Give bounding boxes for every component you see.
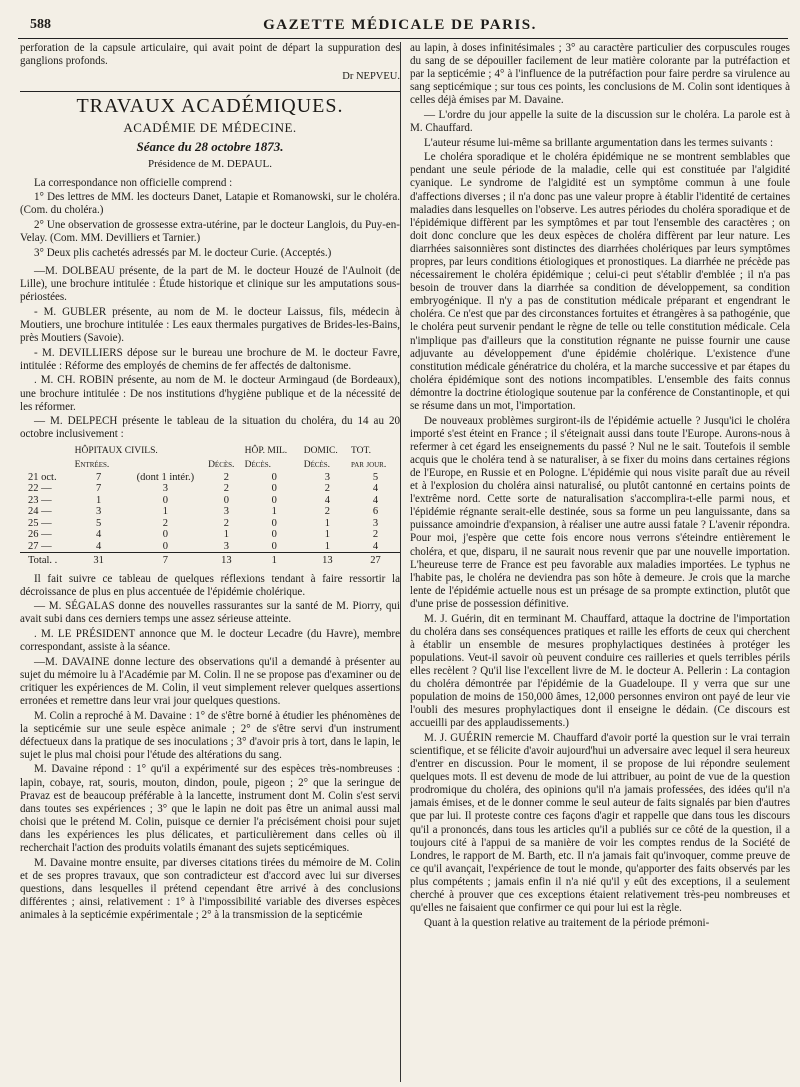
table-cell: 1 — [162, 506, 168, 518]
table-group-header: HÔPITAUX CIVILS. — [74, 446, 158, 457]
body-paragraph: . M. LE PRÉSIDENT annonce que M. le docteur Lecadre (du Havre), membre correspondant, assiste à la séance. — [20, 628, 400, 654]
body-paragraph: M. J. GUÉRIN remercie M. Chauffard d'avoir porté la question sur le vrai terrain scientifique, et se félicite d'avoir aujourd'hui un adversaire avec lequel il sera heureux d'entrer en discussion. Pour le moment, il se propose de lui répondre seulement quelques mots. Il est devenu de mode de lui attribuer, au point de vue de la question prodromique du choléra, des opinions qu'il n'a jamais professées, des idées qu'il n'a jamais émises, et de le donner comme le seul auteur de faits signalés par bien d'autres que par lui. Il proteste contre ces façons d'agir et rappelle que dans tous les discours qu'il a prononcés, dans tous les articles qu'il a publiés sur ce côté de la question, il a toujours cité à l'appui de sa manière de voir les comptes rendus de la Société de Londres, le rapport de M. Barth, etc. Il n'a jamais fait qu'invoquer, comme preuve de ce qu'il avançait, l'expérience de tout le monde, qu'apporter des faits observés par les plus compétents ; jamais enfin il n'a nié qu'il y eût des exceptions, il a seulement cherché à prouver que ces exceptions étaient relativement très-peu nombreuses et qu'elles ne faisaient que confirmer ce qui pour lui est la règle. — [410, 731, 790, 915]
table-cell: 0 — [162, 529, 168, 541]
left-column — [20, 42, 400, 1084]
table-cell: 7 — [123, 553, 208, 567]
table-cell: (dont 1 intér.) — [136, 471, 195, 483]
table-cell: 1 — [223, 529, 229, 541]
table-row — [20, 495, 400, 507]
column-header — [123, 459, 208, 472]
table-cell: 1 — [324, 540, 330, 552]
table-row — [20, 483, 400, 495]
table-cell: 2 — [223, 471, 229, 483]
table-cell: 0 — [271, 483, 277, 495]
table-cell: 3 — [162, 483, 168, 495]
table-cell: 3 — [223, 506, 229, 518]
section-header — [20, 91, 400, 170]
presentation-paragraph: —M. DOLBEAU présente, de la part de M. le docteur Houzé de l'Aulnoit (de Lille), une brochure intitulée : Étude historique et clinique sur les amputations sous-périostées. — [20, 265, 400, 304]
table-row — [20, 518, 400, 530]
table-row — [20, 529, 400, 541]
table-cell: 7 — [96, 483, 102, 495]
table-cell: 1 — [271, 506, 277, 518]
table-cell: 4 — [96, 540, 102, 552]
column-divider — [400, 42, 401, 1082]
table-cell: 4 — [372, 540, 379, 552]
table-cell: 0 — [271, 540, 277, 552]
body-paragraph: M. J. Guérin, dit en terminant M. Chauffard, attaque la doctrine de l'importation du choléra dans ses conséquences pratiques et raille les efforts de ceux qui cherchent à établir un ensemble de mesures prophylactiques destinées à protéger les populations. Veut-il savoir où peuvent conduire ces railleries et quels terribles périls elles recèlent ? Qu'il lise l'excellent livre de M. le docteur A. Pellerin : La contagion du choléra démontrée par l'épidémie de la Guadeloupe. Il y verra que sur une population de moins de 150,000 âmes, 12,000 personnes environ ont payé de leur vie l'oubli des mesures prophylactiques dont il enseigne le dédain. (Ce discours est accueilli par des applaudissements.) — [410, 612, 790, 730]
table-total-row — [20, 553, 400, 567]
body-paragraph: — M. SÉGALAS donne des nouvelles rassurantes sur la santé de M. Piorry, qui avait subi dans ces derniers temps une assez sérieuse atteinte. — [20, 600, 400, 626]
signature: Dr NEPVEU. — [342, 71, 400, 83]
body-paragraph: L'auteur résume lui-même sa brillante argumentation dans les termes suivants : — [424, 136, 774, 149]
body-paragraph: Le choléra sporadique et le choléra épidémique ne se montrent semblables que pendant une seule période de la maladie, celle qui est constituée par l'algidité cyanique. Le syndrome de l'algidité est un symptôme commun à une foule d'affections diverses ; il n'a donc pas une valeur propre à établir l'identité de certaines maladies dans lesquelles on l'observe. Les autres périodes du choléra sporadique et de l'épidémique diffèrent par les symptômes et par tout l'ensemble des caractères ; on doit donc conclure que les deux espèces de choléra diffèrent par leur nature. Les diarrhées saisonnières sont distinctes des diarrhées cholériques par leurs symptômes propres, par leurs conditions étiologiques et pronostiques. La diarrhée ne précède pas nécessairement le choléra épidémique ; celui-ci peut s'établir d'emblée ; il n'a pas besoin de trouver dans la diarrhée sa condition de développement, sa condition embryogénique. Il n'y a pas de constitution médicale préparant et engendrant le choléra. Ce n'est que par des circonstances fortuites et étrangères à sa pathogénie, que le choléra peut survenir pendant le règne de telle ou telle constitution médicale. Cela n'implique pas d'ailleurs que la constitution régnante ne puisse fournir une cause adjuvante au développement d'une épidémie cholérique. L'existence d'une constitution médicale génératrice du choléra, et la marche successive et par étapes du choléra épidémique sont des notions incompatibles. L'ensemble des faits connus démontre la doctrine étiologique soutenue par la conférence de Constantinople, et qui se résume dans un mot, l'importation. — [410, 151, 790, 413]
table-cell: 2 — [324, 506, 330, 518]
table-cell: 2 — [372, 529, 379, 541]
table-cell: 0 — [223, 494, 229, 506]
presentation-paragraph: - M. GUBLER présente, au nom de M. le docteur Laissus, fils, médecin à Moutiers, une brochure intitulée : Les eaux thermales purgatives de Brides-les-Bains, près Moutiers (Savoie). — [20, 306, 400, 345]
table-cell: 22 — — [28, 483, 52, 495]
table-group-header-row — [20, 445, 400, 458]
table-cell: 27 — — [28, 540, 52, 552]
body-paragraph: Quant à la question relative au traitement de la période prémoni- — [424, 916, 710, 929]
table-cell: 4 — [96, 529, 102, 541]
body-paragraph: M. Davaine répond : 1° qu'il a expérimenté sur des espèces très-nombreuses : lapin, cobaye, rat, souris, mouton, dindon, poule, pigeon ; 2° que la seringue de Pravaz est de beaucoup préférable à la lancette, instrument dont M. Colin s'est servi dans toutes ses expériences ; 3° que le lapin ne doit pas être un animal aussi mal choisi que le prétend M. Colin, puisque ce dernier l'a précisément choisi pour sujet dans les expériences les plus délicates, et particulièrement dans celles où il recherchait l'action des produits volatils émanant des sujets septicémiques. — [20, 763, 400, 854]
table-cell: 13 — [208, 553, 245, 567]
page-number: 588 — [30, 17, 51, 32]
correspondence-line: 3° Deux plis cachetés adressés par M. le docteur Curie. (Acceptés.) — [34, 246, 332, 259]
section-title: TRAVAUX ACADÉMIQUES. — [76, 95, 344, 118]
table-cell: 6 — [372, 506, 379, 518]
table-cell: 27 — [351, 553, 400, 567]
table-cell: 5 — [96, 517, 102, 529]
presentation-paragraph: - M. DEVILLIERS dépose sur le bureau une brochure de M. le docteur Favre, intitulée : Réforme des employés de chemins de fer affectés de daltonisme. — [20, 346, 400, 372]
right-column — [410, 42, 790, 1084]
table-cell: 24 — — [28, 506, 52, 518]
table-cell: 4 — [372, 494, 379, 506]
column-header: Entrées. — [74, 459, 110, 470]
table-cell: 1 — [96, 494, 102, 506]
table-cell: 2 — [223, 483, 229, 495]
table-cell: 21 oct. — [28, 471, 57, 483]
presentation-paragraph: — M. DELPECH présente le tableau de la situation du choléra, du 14 au 20 octobre inclusivement : — [20, 415, 400, 441]
table-cell: 1 — [324, 517, 330, 529]
body-paragraph: De nouveaux problèmes surgiront-ils de l'épidémie actuelle ? Jusqu'ici le choléra importé s'est éteint en France ; il s'éteignait aussi dans toute l'Europe. Aurons-nous à refermer à cet égard les enseignements du passé ? Nul ne le sait. Toutefois il semble acquis que le choléra tend à se naturaliser, à se fixer du moins dans certaines régions de l'Europe, en Russie et en Pologne. L'épidémie qui nous visite paraît due au réveil et à l'explosion du choléra ainsi naturalisé, ou plutôt cantonné en certains points de l'extrême nord. Cette sorte de naturalisation s'accomplira-t-elle parmi nous, et l'épidémie régnante serait-elle destinée, sous sa forme un peu languissante, dans sa puissance amoindrie d'expansion, à réaliser une autre aussi fatale ? L'avenir répondra. Pour moi, j'espère que cette fois encore nous verrons s'éteindre entièrement le choléra, et que, disparu, il ne saurait nous revenir que par une nouvelle importation. L'heureuse terre de France est peu favorable aux maladies importées. Le typhus ne l'habite pas, le choléra ne deviendra pas son hôte à demeure. Je crois que la marche lente de l'épidémie actuelle nous est un présage de sa prompte extinction, plutôt que d'une prise de possession définitive. — [410, 414, 790, 610]
table-cell: 0 — [162, 494, 168, 506]
journal-title: GAZETTE MÉDICALE DE PARIS. — [263, 17, 537, 33]
academy-title: ACADÉMIE DE MÉDECINE. — [123, 120, 297, 136]
header-rule — [18, 38, 788, 39]
intro-paragraph: perforation de la capsule articulaire, qui avait point de départ la suppuration des ganglions profonds. — [20, 42, 400, 68]
column-header: par jour. — [351, 459, 387, 470]
table-cell: 0 — [162, 540, 168, 552]
table-cell: 25 — — [28, 517, 52, 529]
table-cell: 4 — [324, 494, 330, 506]
running-header — [0, 8, 800, 38]
presentation-paragraph: . M. CH. ROBIN présente, au nom de M. le docteur Armingaud (de Bordeaux), une brochure intitulée : De nos institutions d'hygiène publique et de la nécessité de les réformer. — [20, 374, 400, 413]
body-paragraph: M. Colin a reproché à M. Davaine : 1° de s'être borné à étudier les phénomènes de la septicémie sur une seule espèce animale ; 2° de s'être servi d'un instrument défectueux dans la pratique de ses inoculations ; 3° d'avoir pris à tort, dans le lapin, le sujet le plus mal choisi pour l'étude des altérations du sang. — [20, 709, 400, 761]
table-cell: 1 — [245, 553, 304, 567]
table-cell: 2 — [223, 517, 229, 529]
table-row — [20, 541, 400, 553]
column-header — [20, 459, 75, 472]
table-cell: 5 — [372, 471, 379, 483]
table-cell: 0 — [271, 517, 277, 529]
table-cell: 0 — [271, 494, 277, 506]
table-cell: 0 — [271, 529, 277, 541]
presidency: Présidence de M. DEPAUL. — [148, 157, 272, 170]
correspondence-line: 1° Des lettres de MM. les docteurs Danet, Latapie et Romanowski, sur le choléra. (Com. du choléra.) — [20, 191, 400, 217]
table-cell: 26 — — [28, 529, 52, 541]
table-cell: 1 — [324, 529, 330, 541]
body-paragraph: au lapin, à doses infinitésimales ; 3° au caractère particulier des corpuscules rouges du sang de se dépouiller facilement de leur matière colorante par la putréfaction et par la septicémie ; 4° à l'influence de la putréfaction pour faire perdre sa virulence au sang septicémique ; sur tous ces points, les conclusions de M. Colin sont identiques à celles déjà émises par M. Davaine. — [410, 42, 790, 107]
table-row — [20, 472, 400, 484]
table-cell: 0 — [271, 471, 277, 483]
table-cell: 4 — [372, 483, 379, 495]
column-header: Décès. — [208, 459, 235, 470]
table-cell: 13 — [304, 553, 351, 567]
correspondence-line: La correspondance non officielle comprend : — [34, 176, 233, 189]
body-paragraph: — L'ordre du jour appelle la suite de la discussion sur le choléra. La parole est à M. Chauffard. — [410, 108, 790, 135]
table-cell: 3 — [96, 506, 102, 518]
table-row — [20, 506, 400, 518]
correspondence-line: 2° Une observation de grossesse extra-utérine, par le docteur Langlois, du Puy-en-Velay. (Com. MM. Devilliers et Tarnier.) — [20, 218, 400, 245]
table-cell: 3 — [324, 471, 330, 483]
table-cell: 2 — [162, 517, 168, 529]
session-date: Séance du 28 octobre 1873. — [136, 139, 284, 155]
table-cell: Total. . — [20, 553, 75, 567]
table-group-header: TOT. — [351, 446, 371, 457]
body-paragraph: Il fait suivre ce tableau de quelques réflexions tendant à faire ressortir la décroissance de plus en plus accentuée de l'épidémie cholérique. — [20, 572, 400, 598]
body-paragraph: —M. DAVAINE donne lecture des observations qu'il a demandé à présenter au sujet du mémoire lu à l'Académie par M. Colin. Il ne se propose pas d'examiner ou de critiquer les expériences de M. Colin, il veut simplement relever quelques assertions erronées et remettre dans leur vrai jour quelques questions. — [20, 655, 400, 707]
table-header-row — [20, 459, 400, 472]
table-group-header: HÔP. MIL. — [244, 446, 288, 457]
table-body — [20, 472, 400, 567]
table-cell: 23 — — [28, 494, 52, 506]
table-cell: 3 — [372, 517, 379, 529]
table-cell: 31 — [75, 553, 123, 567]
body-paragraph: M. Davaine montre ensuite, par diverses citations tirées du mémoire de M. Colin et de ses propres travaux, que son contradicteur est d'accord avec lui sur diverses questions, dans lesquelles il prétend cependant être arrivé à des conclusions différentes ; ainsi, relativement : 1° à l'impossibilité variable des diverses espèces animales à la septicémie expérimentale ; 2° à la transmission de la septicémie — [20, 856, 400, 921]
column-header: Décès. — [244, 459, 272, 470]
table-cell: 7 — [96, 471, 102, 483]
table-cell: 2 — [324, 483, 330, 495]
table-group-header: DOMIC. — [303, 446, 338, 457]
column-header: Décès. — [303, 459, 331, 470]
table-cell: 3 — [223, 540, 229, 552]
cholera-table — [20, 445, 400, 566]
